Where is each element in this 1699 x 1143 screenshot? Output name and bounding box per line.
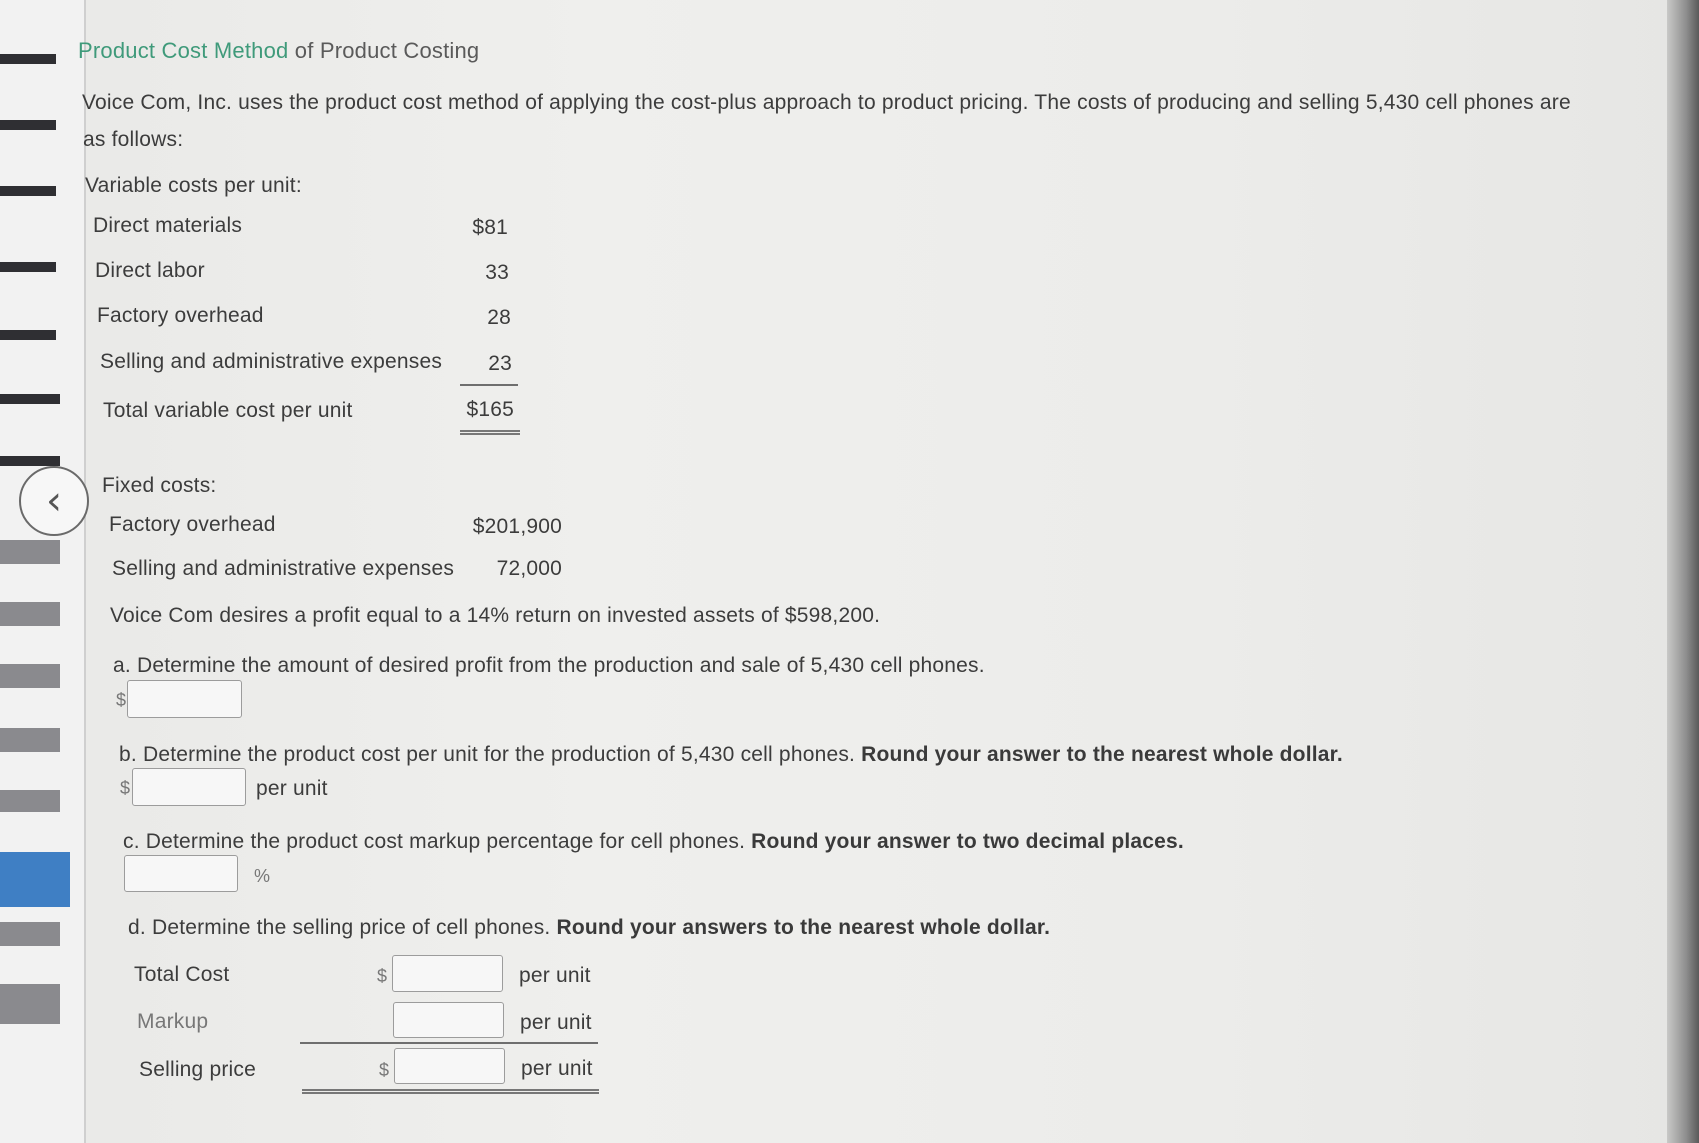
page-title xyxy=(78,38,479,64)
question-d-text: d. Determine the selling price of cell phones. xyxy=(128,916,551,939)
right-edge xyxy=(1667,0,1699,1143)
fc-value-selling-admin: 72,000 xyxy=(496,557,562,580)
vc-label-factory-overhead: Factory overhead xyxy=(97,304,264,327)
q-d-selling-price-currency: $ xyxy=(379,1060,390,1080)
question-c-instruction: Round your answer to two decimal places. xyxy=(751,830,1184,853)
q-d-total-cost-input[interactable] xyxy=(392,955,503,992)
vc-label-direct-labor: Direct labor xyxy=(95,259,205,282)
question-c-text: c. Determine the product cost markup percentage for cell phones. xyxy=(123,830,746,853)
sidebar-active-indicator xyxy=(0,852,70,907)
vc-label-total: Total variable cost per unit xyxy=(103,399,353,422)
q-d-label-selling-price: Selling price xyxy=(139,1058,256,1081)
vc-value-total: $165 xyxy=(466,398,514,421)
title-rest: of Product Costing xyxy=(288,38,480,63)
q-c-percent-label: % xyxy=(254,866,271,886)
question-a: a. Determine the amount of desired profit from the production and sale of 5,430 cell phones. xyxy=(113,654,985,677)
q-d-label-total-cost: Total Cost xyxy=(134,963,230,986)
vc-value-factory-overhead: 28 xyxy=(487,306,511,329)
question-d-instruction: Round your answers to the nearest whole dollar. xyxy=(556,916,1051,939)
q-d-markup-input[interactable] xyxy=(393,1002,504,1038)
question-c xyxy=(123,830,1184,854)
selling-price-rule xyxy=(300,1042,598,1044)
fixed-costs-heading: Fixed costs: xyxy=(102,474,217,497)
vc-label-direct-materials: Direct materials xyxy=(93,214,243,237)
vc-value-direct-labor: 33 xyxy=(485,261,509,284)
variable-costs-heading: Variable costs per unit: xyxy=(85,174,302,197)
fc-label-factory-overhead: Factory overhead xyxy=(109,513,276,536)
title-link[interactable]: Product Cost Method xyxy=(78,38,289,63)
fc-label-selling-admin: Selling and administrative expenses xyxy=(112,557,455,580)
question-b xyxy=(119,743,1343,767)
subtotal-rule xyxy=(460,384,518,386)
q-a-desired-profit-input[interactable] xyxy=(127,680,242,718)
question-d xyxy=(128,916,1050,940)
question-b-text: b. Determine the product cost per unit for the production of 5,430 cell phones. xyxy=(119,743,856,766)
vc-label-selling-admin: Selling and administrative expenses xyxy=(100,350,443,373)
q-d-label-markup: Markup xyxy=(137,1010,209,1033)
q-a-currency: $ xyxy=(116,690,127,710)
chevron-left-icon: ‹ xyxy=(46,478,62,524)
intro-line-1: Voice Com, Inc. uses the product cost method of applying the cost-plus approach to product pricing. The costs of producing and selling 5,430 cell phones are xyxy=(82,91,1571,114)
q-b-unit-label: per unit xyxy=(256,777,328,800)
vc-value-selling-admin: 23 xyxy=(488,352,512,375)
question-b-instruction: Round your answer to the nearest whole dollar. xyxy=(861,743,1343,766)
total-double-rule xyxy=(460,430,520,435)
q-d-total-cost-unit: per unit xyxy=(519,964,591,987)
q-d-selling-price-unit: per unit xyxy=(521,1057,593,1080)
fc-value-factory-overhead: $201,900 xyxy=(472,515,562,538)
q-b-currency: $ xyxy=(120,778,131,798)
profit-statement: Voice Com desires a profit equal to a 14% return on invested assets of $598,200. xyxy=(110,604,881,627)
left-edge-strip xyxy=(0,0,86,1143)
selling-price-double-rule xyxy=(302,1089,599,1094)
q-b-product-cost-input[interactable] xyxy=(132,768,246,806)
intro-line-2: as follows: xyxy=(83,128,184,151)
q-d-selling-price-input[interactable] xyxy=(394,1048,505,1084)
vc-value-direct-materials: $81 xyxy=(472,216,508,239)
q-d-total-cost-currency: $ xyxy=(377,966,388,986)
q-d-markup-unit: per unit xyxy=(520,1011,592,1034)
q-c-markup-percent-input[interactable] xyxy=(124,855,238,892)
back-button[interactable] xyxy=(19,466,89,536)
